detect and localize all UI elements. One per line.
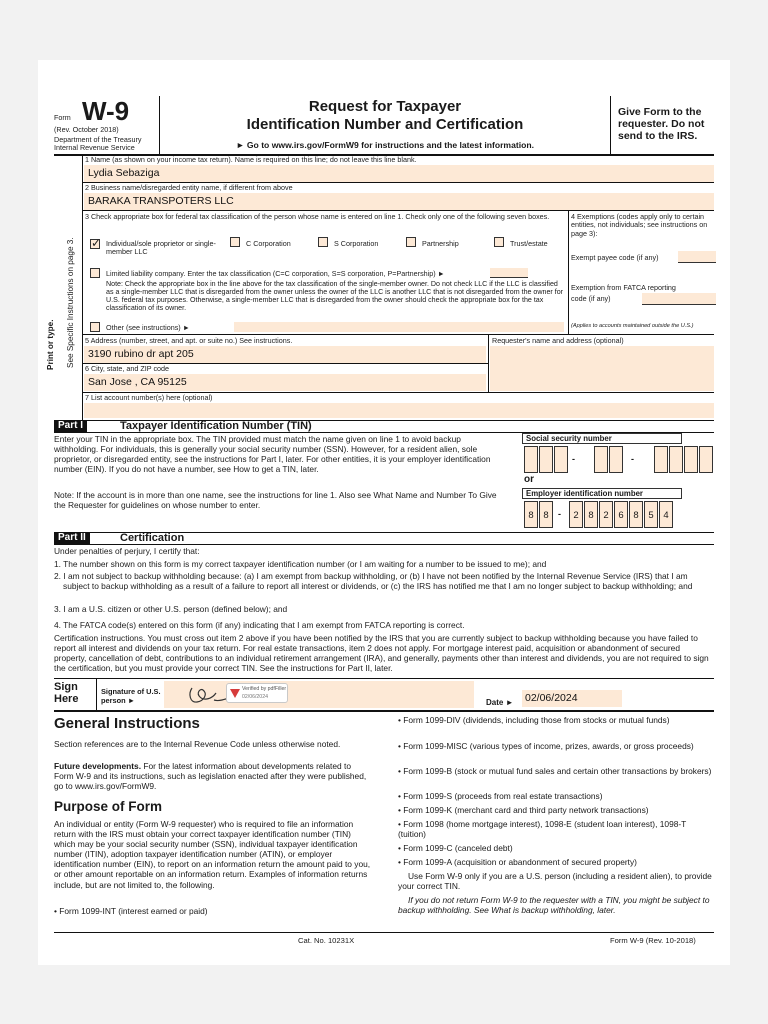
footer-form: Form W-9 (Rev. 10-2018) bbox=[610, 936, 696, 945]
ein-digit[interactable]: 4 bbox=[659, 501, 673, 528]
business-name-field[interactable]: BARAKA TRANSPOTERS LLC bbox=[84, 193, 714, 210]
ssn-digit[interactable] bbox=[524, 446, 538, 473]
other-input[interactable] bbox=[234, 322, 564, 332]
cert-item-1: 1. The number shown on this form is my correct taxpayer identification number (or I am waiting for a number to be issued to me); and bbox=[54, 559, 547, 569]
part1-text: Enter your TIN in the appropriate box. The TIN provided must match the name given on line 1 to avoid backup withholding. For individuals, this is generally your social security number (SSN). However, for a resident alien, sole proprietor, or disregarded entity, see the instructions for Part I, later. For other entities, it is your employer identification number (EIN). If you do not have a number, see How to get a TIN, later. bbox=[54, 434, 491, 475]
ein-digit[interactable]: 8 bbox=[629, 501, 643, 528]
ein-digit[interactable]: 8 bbox=[524, 501, 538, 528]
bullet-1099-s: • Form 1099-S (proceeds from real estate transactions) bbox=[398, 791, 603, 801]
other-checkbox[interactable] bbox=[90, 322, 100, 332]
line7-label: 7 List account number(s) here (optional) bbox=[85, 393, 213, 402]
cert-instructions: Certification instructions. You must cross out item 2 above if you have been notified by the IRS that you are currently subject to backup withholding because you have failed to report all interest and dividends on your tax return. For real estate transactions, item 2 does not apply. For mortgage interest paid, acquisition or abandonment of secured property, cancellation of debt, contributions to an individual retirement arrangement (IRA), and generally, payments other than interest and dividends, you are not required to sign the certification, but you must provide your correct TIN. See the instructions for Part II, later. bbox=[54, 633, 709, 674]
ssn-digit[interactable] bbox=[609, 446, 623, 473]
bullet-1098: • Form 1098 (home mortgage interest), 1098-E (student loan interest), 1098-T (tuition) bbox=[398, 819, 687, 840]
fatca-input[interactable] bbox=[642, 293, 716, 305]
ein-digit[interactable]: 8 bbox=[539, 501, 553, 528]
ssn-label: Social security number bbox=[522, 433, 682, 444]
c-corp-label: C Corporation bbox=[246, 239, 291, 248]
dept-line2: Internal Revenue Service bbox=[54, 143, 135, 152]
give-form-note: Give Form to the requester. Do not send to the IRS. bbox=[618, 106, 705, 142]
bullet-1099-misc: • Form 1099-MISC (various types of income, prizes, awards, or gross proceeds) bbox=[398, 741, 694, 751]
side-label: Print or type. bbox=[46, 319, 55, 370]
line1-label: 1 Name (as shown on your income tax return). Name is required on this line; do not leave this line blank. bbox=[85, 155, 417, 164]
form-word: Form bbox=[54, 113, 71, 122]
line5-label: 5 Address (number, street, and apt. or suite no.) See instructions. bbox=[85, 336, 293, 345]
date-label: Date ► bbox=[486, 698, 514, 707]
llc-note: Note: Check the appropriate box in the line above for the tax classification of the single-member owner. Do not check LLC if the LLC is classified as a single-member LLC that is disregarded from the owner unless the owner of the LLC is another LLC that is not disregarded from the owner for U.S. federal tax purposes. Otherwise, a single-member LLC that is disregarded from the owner should check the appropriate box for the tax classification of its owner. bbox=[106, 280, 563, 313]
part1-note: Note: If the account is in more than one name, see the instructions for line 1. Also see What Name and Number To Give the Requester for guidelines on whose number to enter. bbox=[54, 490, 497, 511]
side-label-see: See Specific Instructions on page 3. bbox=[66, 237, 75, 368]
revision: (Rev. October 2018) bbox=[54, 125, 119, 134]
purpose-text: An individual or entity (Form W-9 requester) who is required to file an information return with the IRS must obtain your correct taxpayer identification number (TIN) which may be your social security number (SSN), individual taxpayer identification number (ITIN), adoption taxpayer identification number (ATIN), or employer identification number (EIN), to report on an information return the amount paid to you, or other amount reportable on an information return. Examples of information returns include, but are not limited to, the following. bbox=[54, 819, 371, 890]
ein-digit[interactable]: 8 bbox=[584, 501, 598, 528]
cert-item-3: 3. I am a U.S. citizen or other U.S. person (defined below); and bbox=[54, 604, 288, 614]
ssn-dash: - bbox=[631, 454, 634, 464]
bullet-1099-c: • Form 1099-C (canceled debt) bbox=[398, 843, 513, 853]
ein-digit[interactable]: 6 bbox=[614, 501, 628, 528]
partnership-checkbox[interactable] bbox=[406, 237, 416, 247]
part2-tag: Part II bbox=[54, 532, 90, 544]
llc-label: Limited liability company. Enter the tax classification (C=C corporation, S=S corporation, P=Partnership) ► bbox=[106, 269, 445, 278]
dept-line1: Department of the Treasury bbox=[54, 135, 142, 144]
cert-item-4: 4. The FATCA code(s) entered on this form (if any) indicating that I am exempt from FATCA reporting is correct. bbox=[54, 620, 465, 630]
verified-badge: Verified by pdfFiller 02/06/2024 bbox=[226, 683, 288, 703]
if-not-text: If you do not return Form W-9 to the requester with a TIN, you might be subject to backup withholding. See What is backup withholding, later. bbox=[398, 895, 710, 916]
ssn-digit[interactable] bbox=[594, 446, 608, 473]
exempt-payee-label: Exempt payee code (if any) bbox=[571, 253, 659, 262]
line3-label: 3 Check appropriate box for federal tax classification of the person whose name is entered on line 1. Check only one of the following seven boxes. bbox=[85, 212, 550, 221]
requester-label: Requester's name and address (optional) bbox=[492, 336, 624, 345]
line6-label: 6 City, state, and ZIP code bbox=[85, 364, 170, 373]
cert-item-2: 2. I am not subject to backup withholding because: (a) I am exempt from backup withholding, or (b) I have not been notified by the Internal Revenue Service (IRS) that I am subject to backup withholding as a result of a failure to report all interest or dividends, or (c) the IRS has notified me that I am no longer subject to backup withholding; and bbox=[54, 571, 693, 592]
fatca-applies-note: (Applies to accounts maintained outside the U.S.) bbox=[571, 323, 694, 329]
date-field[interactable]: 02/06/2024 bbox=[522, 690, 622, 707]
llc-classification-input[interactable] bbox=[490, 268, 528, 278]
individual-checkbox[interactable]: ✓ bbox=[91, 236, 102, 250]
city-state-zip-field[interactable]: San Jose , CA 95125 bbox=[84, 374, 486, 391]
part2-intro: Under penalties of perjury, I certify that: bbox=[54, 546, 200, 556]
ein-digit[interactable]: 2 bbox=[569, 501, 583, 528]
form-number: W-9 bbox=[82, 96, 130, 126]
ssn-digit[interactable] bbox=[669, 446, 683, 473]
ssn-digit[interactable] bbox=[654, 446, 668, 473]
bullet-1099-b: • Form 1099-B (stock or mutual fund sales and certain other transactions by brokers) bbox=[398, 766, 712, 776]
sign-here: Sign Here bbox=[54, 681, 79, 705]
signature-field[interactable] bbox=[164, 681, 474, 708]
ssn-digit[interactable] bbox=[684, 446, 698, 473]
bullet-1099-k: • Form 1099-K (merchant card and third party network transactions) bbox=[398, 805, 649, 815]
address-field[interactable]: 3190 rubino dr apt 205 bbox=[84, 346, 486, 363]
goto-instructions: ► Go to www.irs.gov/FormW9 for instructions and the latest information. bbox=[235, 140, 534, 150]
partnership-label: Partnership bbox=[422, 239, 459, 248]
c-corp-checkbox[interactable] bbox=[230, 237, 240, 247]
s-corp-checkbox[interactable] bbox=[318, 237, 328, 247]
ein-digit[interactable]: 2 bbox=[599, 501, 613, 528]
trust-label: Trust/estate bbox=[510, 239, 548, 248]
bullet-1099-int: • Form 1099-INT (interest earned or paid) bbox=[54, 906, 208, 916]
llc-checkbox[interactable] bbox=[90, 268, 100, 278]
ssn-digit[interactable] bbox=[539, 446, 553, 473]
ein-dash: - bbox=[558, 509, 561, 519]
ein-digit[interactable]: 5 bbox=[644, 501, 658, 528]
w9-form-page bbox=[38, 60, 730, 965]
account-numbers-field[interactable] bbox=[84, 403, 714, 418]
pdffiller-logo-icon bbox=[230, 688, 240, 698]
requester-field[interactable] bbox=[490, 346, 714, 391]
part2-title: Certification bbox=[120, 532, 185, 544]
general-p1: Section references are to the Internal Revenue Code unless otherwise noted. bbox=[54, 739, 341, 749]
use-form-text: Use Form W-9 only if you are a U.S. person (including a resident alien), to provide your correct TIN. bbox=[398, 871, 712, 892]
line4-label: 4 Exemptions (codes apply only to certain entities, not individuals; see instructions on page 3): bbox=[571, 212, 708, 238]
or-text: or bbox=[524, 474, 534, 485]
future-developments: Future developments. For the latest information about developments related to Form W-9 and its instructions, such as legislation enacted after they were published, go to www.irs.gov/FormW9. bbox=[54, 761, 367, 792]
part1-title: Taxpayer Identification Number (TIN) bbox=[120, 420, 312, 432]
line2-label: 2 Business name/disregarded entity name, if different from above bbox=[85, 183, 293, 192]
exempt-payee-input[interactable] bbox=[678, 251, 716, 263]
bullet-1099-a: • Form 1099-A (acquisition or abandonment of secured property) bbox=[398, 857, 637, 867]
ssn-digit[interactable] bbox=[554, 446, 568, 473]
ein-label: Employer identification number bbox=[522, 488, 682, 499]
part1-tag: Part I bbox=[54, 420, 87, 432]
s-corp-label: S Corporation bbox=[334, 239, 379, 248]
title-line2: Identification Number and Certification bbox=[246, 116, 524, 133]
ssn-dash: - bbox=[572, 454, 575, 464]
trust-checkbox[interactable] bbox=[494, 237, 504, 247]
general-instructions-heading: General Instructions bbox=[54, 715, 200, 732]
signature-label: Signature of U.S. person ► bbox=[101, 687, 161, 705]
cat-number: Cat. No. 10231X bbox=[298, 936, 355, 945]
title-line1: Request for Taxpayer bbox=[308, 98, 462, 115]
other-label: Other (see instructions) ► bbox=[106, 323, 190, 332]
purpose-heading: Purpose of Form bbox=[54, 799, 163, 814]
name-field[interactable]: Lydia Sebaziga bbox=[84, 165, 714, 182]
fatca-label: Exemption from FATCA reporting code (if any) bbox=[571, 283, 676, 303]
bullet-1099-div: • Form 1099-DIV (dividends, including those from stocks or mutual funds) bbox=[398, 715, 670, 725]
individual-label: Individual/sole proprietor or single-member LLC bbox=[106, 239, 216, 257]
ssn-digit[interactable] bbox=[699, 446, 713, 473]
